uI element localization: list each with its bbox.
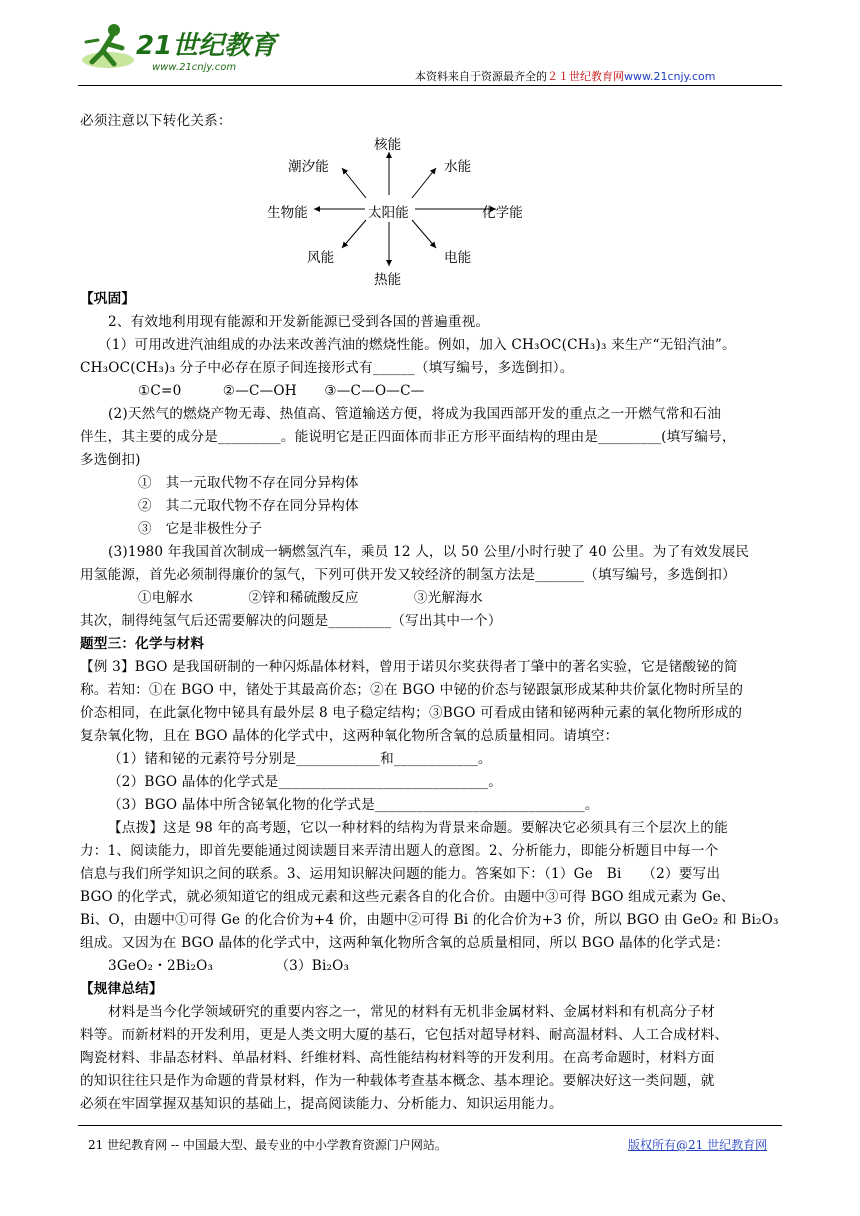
arrow-southwest <box>342 220 366 248</box>
section-summary: 【规律总结】 <box>80 981 163 997</box>
q2-part1-cont: CH₃OC(CH₃)₃ 分子中必存在原子间连接形式有______（填写编号，多选倒扣）。 <box>80 360 574 376</box>
q2-part2-option3: ③ 它是非极性分子 <box>138 521 263 537</box>
example3-q3: （3）BGO 晶体中所含铋氧化物的化学式是______________________________。 <box>108 797 599 813</box>
q2-part2-cont: 伴生，其主要的成分是_________。能说明它是正四面体而非正方形平面结构的理由是_________(填写编号， <box>80 429 736 445</box>
footer-divider <box>78 1125 782 1126</box>
diagram-intro: 必须注意以下转化关系： <box>80 113 232 129</box>
summary-line1: 材料是当今化学领域研究的重要内容之一，常见的材料有无机非金属材料、金属材料和有机高分子材 <box>108 1004 715 1020</box>
energy-chemical: 化学能 <box>482 205 523 221</box>
energy-electric: 电能 <box>444 250 472 266</box>
q2-part2-cont2: 多选倒扣) <box>80 452 141 468</box>
q2-part3: (3)1980 年我国首次制成一辆燃氢汽车，乘员 12 人，以 50 公里/小时行驶了 40 公里。为了有效发展民 <box>108 544 750 560</box>
arrow-northeast <box>412 168 436 198</box>
header-divider <box>78 85 782 86</box>
section-consolidate: 【巩固】 <box>80 291 136 307</box>
q2-part3-options: ①电解水 ②锌和稀硫酸反应 ③光解海水 <box>138 590 483 606</box>
hint-line2: 力：1、阅读能力，即首先要能通过阅读题目来弄清出题人的意图。2、分析能力，即能分析题目中每一个 <box>80 843 719 859</box>
example3-q1: （1）锗和铋的元素符号分别是____________和____________。 <box>108 751 492 767</box>
section-type3: 题型三：化学与材料 <box>80 636 205 652</box>
summary-line5: 必须在牢固掌握双基知识的基础上，提高阅读能力、分析能力、知识运用能力。 <box>80 1096 563 1112</box>
hint-answer: 3GeO₂・2Bi₂O₃ （3）Bi₂O₃ <box>108 958 350 974</box>
header-url-link[interactable]: www.21cnjy.com <box>624 70 716 83</box>
energy-wind: 风能 <box>307 250 335 266</box>
logo-text: 21世纪教育 <box>136 31 277 61</box>
example3-line2: 称。若知：①在 BGO 中，锗处于其最高价态；②在 BGO 中铋的价态与铋跟氯形成某种共价氯化物时所呈的 <box>80 682 744 698</box>
energy-solar: 太阳能 <box>368 205 409 221</box>
q2-part2-option1: ① 其一元取代物不存在同分异构体 <box>138 475 359 491</box>
summary-line4: 的知识往往只是作为命题的背景材料，作为一种载体考查基本概念、基本理论。要解决好这一类问题，就 <box>80 1073 715 1089</box>
logo-url: www.21cnjy.com <box>152 62 237 73</box>
hint-line6: 组成。又因为在 BGO 晶体的化学式中，这两种氧化物所含氧的总质量相同，所以 BGO 晶体的化学式是： <box>80 935 730 951</box>
summary-line3: 陶瓷材料、非晶态材料、单晶材料、纤维材料、高性能结构材料等的开发利用。在高考命题时，材料方面 <box>80 1050 715 1066</box>
q2-part2-option2: ② 其二元取代物不存在同分异构体 <box>138 498 359 514</box>
example3-line4: 复杂氧化物，且在 BGO 晶体的化学式中，这两种氧化物所含氧的总质量相同。请填空： <box>80 728 619 744</box>
header-note: 本资料来自于资源最齐全的２１世纪教育网www.21cnjy.com <box>415 70 716 83</box>
energy-nuclear: 核能 <box>374 137 402 153</box>
header-site-name: ２１世纪教育网 <box>547 70 624 83</box>
energy-water: 水能 <box>444 159 472 175</box>
energy-tidal: 潮汐能 <box>288 159 329 175</box>
energy-biomass: 生物能 <box>267 205 308 221</box>
arrow-southeast <box>412 220 436 248</box>
arrow-northwest <box>342 168 366 198</box>
hint-line4: BGO 的化学式，就必须知道它的组成元素和这些元素各自的化合价。由题中③可得 BGO 组成元素为 Ge、 <box>80 889 735 905</box>
example3-line3: 价态相同，在此氯化物中铋具有最外层 8 电子稳定结构；③BGO 可看成由锗和铋两种元素的氧化物所形成的 <box>80 705 743 721</box>
q2-part2: (2)天然气的燃烧产物无毒、热值高、管道输送方便，将成为我国西部开发的重点之一开燃气常和石油 <box>108 406 721 422</box>
summary-line2: 料等。而新材料的开发利用，更是人类文明大厦的基石，它包括对超导材料、耐高温材料、人工合成材料、 <box>80 1027 729 1043</box>
footer-copyright-link[interactable]: 版权所有@21 世纪教育网 <box>628 1138 768 1152</box>
site-logo <box>78 18 288 78</box>
q2-part1-options: ①C=0 ②—C—OH ③—C—O—C— <box>138 383 425 399</box>
q2-part1: （1）可用改进汽油组成的办法来改善汽油的燃烧性能。例如，加入 CH₃OC(CH₃)₃ 来生产“无铅汽油”。 <box>98 337 736 353</box>
runner-logo-icon <box>78 18 288 78</box>
energy-heat: 热能 <box>374 272 402 288</box>
hint-line5: Bi、O，由题中①可得 Ge 的化合价为+4 价，由题中②可得 Bi 的化合价为+3 价，所以 BGO 由 GeO₂ 和 Bi₂O₃ <box>80 912 779 928</box>
q2-part3-cont: 用氢能源，首先必须制得廉价的氢气，下列可供开发又较经济的制氢方法是_______（填写编号，多选倒扣） <box>80 567 736 583</box>
footer-text: 21 世纪教育网 -- 中国最大型、最专业的中小学教育资源门户网站。 <box>88 1138 447 1152</box>
example3-q2: （2）BGO 晶体的化学式是______________________________。 <box>108 774 503 790</box>
example3-line1: 【例 3】BGO 是我国研制的一种闪烁晶体材料，曾用于诺贝尔奖获得者丁肇中的著名实验，它是锗酸铋的简 <box>80 659 738 675</box>
q2-intro: 2、有效地利用现有能源和开发新能源已受到各国的普遍重视。 <box>108 314 490 330</box>
q2-part3-followup: 其次，制得纯氢气后还需要解决的问题是_________（写出其中一个） <box>80 613 502 629</box>
hint-line3: 信息与我们所学知识之间的联系。3、运用知识解决问题的能力。答案如下：（1）Ge Bi （2）要写出 <box>80 866 721 882</box>
hint-line1: 【点拨】这是 98 年的高考题，它以一种材料的结构为背景来命题。要解决它必须具有三个层次上的能 <box>108 820 728 836</box>
